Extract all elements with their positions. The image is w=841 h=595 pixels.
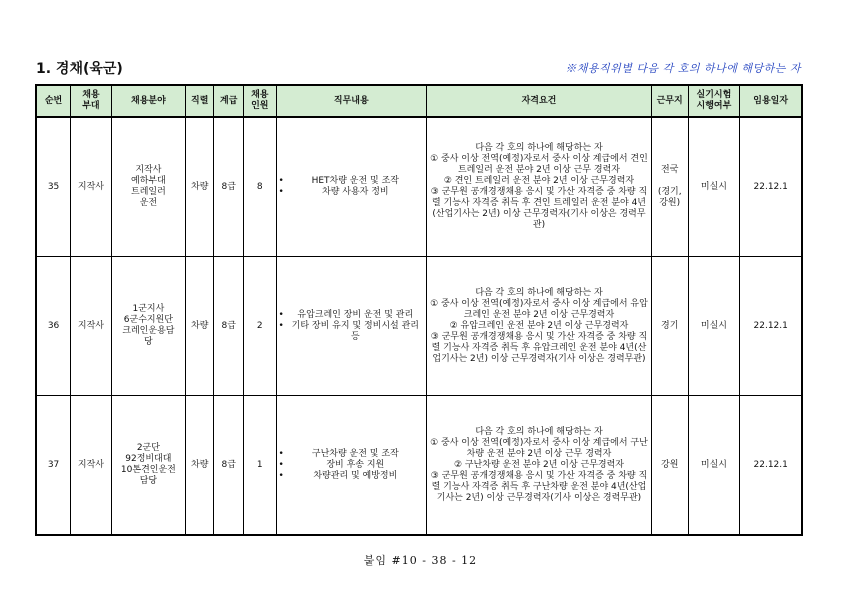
header-date: 임용일자 [740,85,802,117]
cell-qualifications [427,117,652,257]
cell-grade: 8급 [214,396,244,536]
cell-count: 8 [243,117,276,257]
recruitment-table [35,84,803,536]
cell-date: 22.12.1 [740,117,802,257]
header-unit: 채용 부대 [71,85,112,117]
cell-duties [276,396,427,536]
header-count: 채용 인원 [243,85,276,117]
table-row [36,117,802,257]
qualification-line: ② 구난차량 운전 분야 2년 이상 근무경력자 [453,459,625,470]
qualification-line: ② 견인 트레일러 운전 분야 2년 이상 근무경력자 [443,176,635,186]
qualification-line: 다음 각 호의 하나에 해당하는 자 [475,287,603,298]
header-location: 근무지 [651,85,688,117]
qualification-line: ① 중사 이상 전역(예정)자로서 중사 이상 계급에서 견인 트레일러 운전 분야 2년 이상 근무 경력자 [430,154,648,175]
cell-location: 전국 (경기, 강원) [651,117,688,257]
cell-date: 22.12.1 [740,396,802,536]
cell-grade: 8급 [214,257,244,396]
header-field: 채용분야 [111,85,185,117]
qualification-line: ① 중사 이상 전역(예정)자로서 중사 이상 계급에서 구난차량 운전 분야 2년 이상 근무 경력자 [430,437,648,459]
header-duties: 직무내용 [276,85,427,117]
page-title: 1. 경채(육군) [36,61,123,77]
cell-field: 1군지사 6군수지원단 크레인운용담 당 [111,257,185,396]
duty-item: • 차량 사용자 정비 [279,187,425,198]
cell-field: 지작사 예하부대 트레일러 운전 [111,117,185,257]
duty-item: • 차량관리 및 예방정비 [279,471,425,482]
cell-exam: 미실시 [688,257,740,396]
cell-duties [276,257,427,396]
cell-unit: 지작사 [71,396,112,536]
qualification-line: ① 중사 이상 전역(예정)자로서 중사 이상 계급에서 유압크레인 운전 분야 2년 이상 근무경력자 [430,298,648,320]
duty-item: • HET차량 운전 및 조작 [279,176,425,187]
duty-item: • 기타 장비 유지 및 정비시설 관리 등 [279,321,425,343]
qualification-line: ③ 군무원 공개경쟁채용 응시 및 가산 자격증 중 차량 직렬 기능사 자격증 취득 후 구난차량 운전 분야 4년(산업기사는 2년) 이상 근무경력자(기사 이상은 경력무관) [430,470,648,503]
header-qual: 자격요건 [427,85,652,117]
cell-seq: 36 [36,257,71,396]
cell-seq: 35 [36,117,71,257]
cell-location: 경기 [651,257,688,396]
header-seq: 순번 [36,85,71,117]
cell-seq: 37 [36,396,71,536]
cell-count: 1 [243,396,276,536]
cell-unit: 지작사 [71,117,112,257]
header-job: 직렬 [186,85,214,117]
qualification-line: ③ 군무원 공개경쟁채용 응시 및 가산 자격증 중 차량 직렬 기능사 자격증 취득 후 유압크레인 운전 분야 4년(산업기사는 2년) 이상 근무경력자(기사 이상은 경력무관) [430,331,648,364]
header-grade: 계급 [214,85,244,117]
qualification-line: ③ 군무원 공개경쟁채용 응시 및 가산 자격증 중 차량 직렬 기능사 자격증 취득 후 견인 트레일러 운전 분야 4년(산업기사는 2년) 이상 근무경력자(기사 이상은 경력무관) [430,187,648,230]
cell-field: 2군단 92정비대대 10톤견인운전 담당 [111,396,185,536]
cell-job: 차량 [186,257,214,396]
cell-unit: 지작사 [71,257,112,396]
table-header-row [36,85,802,117]
cell-location: 강원 [651,396,688,536]
qualification-line: 다음 각 호의 하나에 해당하는 자 [475,143,603,153]
cell-count: 2 [243,257,276,396]
cell-grade: 8급 [214,117,244,257]
cell-exam: 미실시 [688,117,740,257]
duty-item: • 구난차량 운전 및 조작 [279,449,425,460]
cell-qualifications [427,396,652,536]
cell-job: 차량 [186,396,214,536]
header-exam: 실기시험 시행여부 [688,85,740,117]
qualification-line: 다음 각 호의 하나에 해당하는 자 [475,426,603,437]
cell-duties [276,117,427,257]
cell-date: 22.12.1 [740,257,802,396]
eligibility-note: ※채용직위별 다음 각 호의 하나에 해당하는 자 [565,62,801,75]
table-row [36,257,802,396]
duty-item: • 장비 후송 지원 [279,460,425,471]
cell-exam: 미실시 [688,396,740,536]
duty-item: • 유압크레인 장비 운전 및 관리 [279,310,425,321]
cell-job: 차량 [186,117,214,257]
table-row [36,396,802,536]
qualification-line: ② 유압크레인 운전 분야 2년 이상 근무경력자 [449,320,629,331]
cell-qualifications [427,257,652,396]
page-footer: 붙임 #10 - 38 - 12 [363,554,478,567]
